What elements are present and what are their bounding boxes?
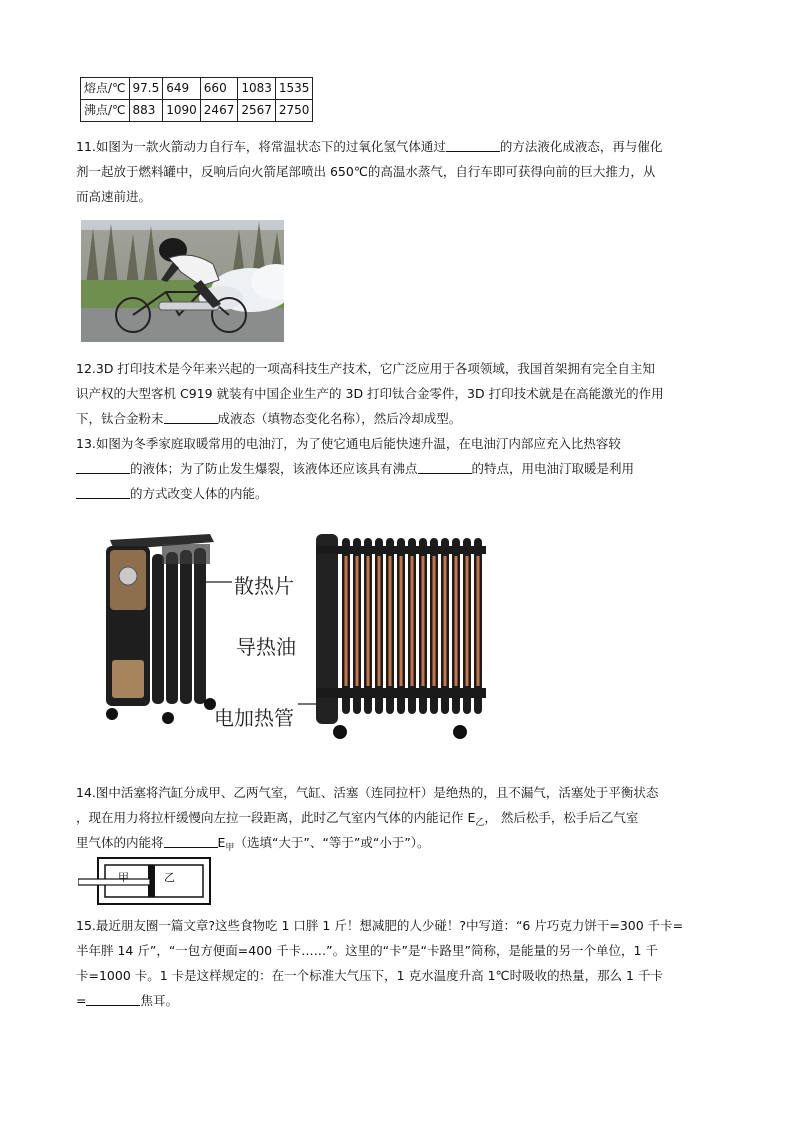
rocket-bicycle-photo <box>81 220 284 342</box>
q15-line-4: = 焦耳。 <box>76 993 178 1008</box>
table-cell: 熔点/℃ <box>81 78 130 100</box>
q11-line-3: 而高速前进。 <box>76 189 152 204</box>
table-cell: 1535 <box>275 78 313 100</box>
label-radiator-fins: 散热片 <box>234 574 294 598</box>
melting-boiling-table <box>80 77 313 122</box>
q13-line-1: 13.如图为冬季家庭取暖常用的电油汀，为了使它通电后能快速升温，在电油汀内部应充入比热容较 <box>76 436 621 451</box>
q12-line-2: 识产权的大型客机 C919 就装有中国企业生产的 3D 打印钛合金零件，3D 打印技术就是在高能激光的作用 <box>76 386 664 401</box>
table-cell: 2750 <box>275 100 313 122</box>
table-cell: 沸点/℃ <box>81 100 130 122</box>
q11-line-2: 剂一起放于燃料罐中，反响后向火箭尾部喷出 650℃的高温水蒸气，自行车即可获得向前的巨大推力，从 <box>76 164 656 179</box>
answer-blank[interactable] <box>76 459 130 474</box>
q15-line-1: 15.最近朋友圈一篇文章?这些食物吃 1 口胖 1 斤！想减肥的人少碰！?中写道：“6 片巧克力饼干=300 千卡= <box>76 918 684 933</box>
table-cell: 2567 <box>238 100 276 122</box>
chamber-label-yi: 乙 <box>164 871 175 884</box>
q11-line-1: 11.如图为一款火箭动力自行车，将常温状态下的过氧化氢气体通过 的方法液化成液态，再与催化 <box>76 139 663 154</box>
label-heat-oil: 导热油 <box>236 635 296 659</box>
chamber-label-jia: 甲 <box>118 871 129 884</box>
piston-cylinder-diagram <box>78 857 212 905</box>
answer-blank[interactable] <box>86 991 140 1006</box>
label-heating-tube: 电加热管 <box>214 706 294 730</box>
table-row <box>81 100 313 122</box>
q14-line-1: 14.图中活塞将汽缸分成甲、乙两气室，气缸、活塞（连同拉杆）是绝热的，且不漏气，活塞处于平衡状态 <box>76 785 659 800</box>
q12-line-1: 12.3D 打印技术是今年来兴起的一项高科技生产技术，它广泛应用于各项领域，我国首架拥有完全自主知 <box>76 361 655 376</box>
q15-line-2: 半年胖 14 斤”，“一包方便面=400 千卡……”。这里的“卡”是“卡路里”简称，是能量的另一个单位，1 千 <box>76 943 658 958</box>
table-cell: 660 <box>200 78 238 100</box>
table-cell: 883 <box>129 100 163 122</box>
table-cell: 649 <box>163 78 201 100</box>
answer-blank[interactable] <box>418 459 472 474</box>
table-cell: 1090 <box>163 100 201 122</box>
q12-line-3: 下，钛合金粉末 成液态（填物态变化名称），然后冷却成型。 <box>76 411 462 426</box>
answer-blank[interactable] <box>446 137 500 152</box>
table-cell: 2467 <box>200 100 238 122</box>
table-cell: 1083 <box>238 78 276 100</box>
q15-line-3: 卡=1000 卡。1 卡是这样规定的：在一个标准大气压下，1 克水温度升高 1℃时吸收的热量，那么 1 千卡 <box>76 968 663 983</box>
q13-line-3: 的方式改变人体的内能。 <box>76 481 716 506</box>
answer-blank[interactable] <box>76 484 130 499</box>
q14-line-3: 里气体的内能将 $E_甲$（选填“大于”、“等于”或“小于”）。 <box>76 835 430 853</box>
table-row <box>81 78 313 100</box>
answer-blank[interactable] <box>164 833 218 848</box>
table-cell: 97.5 <box>129 78 163 100</box>
q14-line-2: ，现在用力将拉杆缓慢向左拉一段距离，此时乙气室内气体的内能记作 $E_乙$， 然后松手，松手后乙气室 <box>76 810 639 828</box>
oil-heater-diagram <box>100 528 492 742</box>
q13-line-2: 的液体；为了防止发生爆裂，该液体还应该具有沸点 的特点，用电油汀取暖是利用 <box>76 456 716 481</box>
answer-blank[interactable] <box>164 409 218 424</box>
